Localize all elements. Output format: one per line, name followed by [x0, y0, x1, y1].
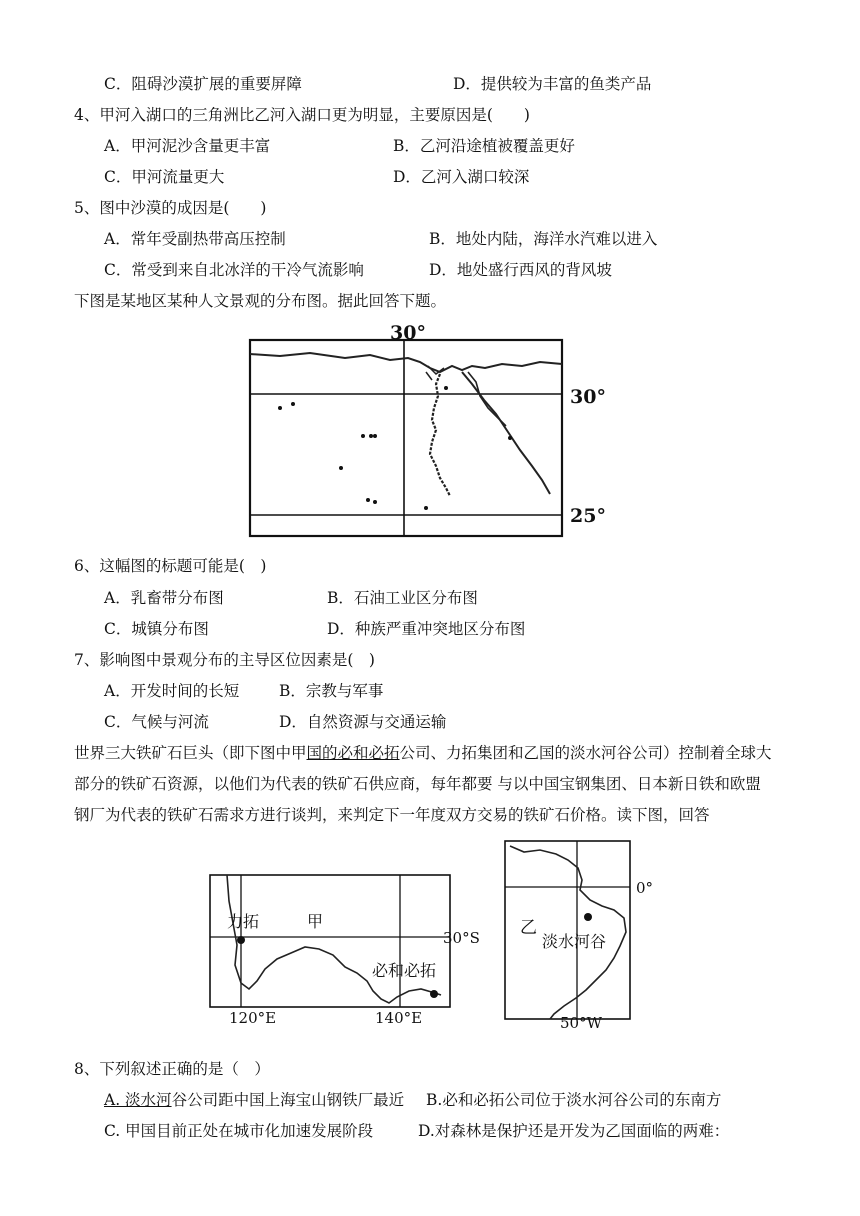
q4-stem: 4、甲河入湖口的三角洲比乙河入湖口更为明显，主要原因是( ) — [74, 106, 530, 124]
intro-iron-ore-line2: 部分的铁矿石资源，以他们为代表的铁矿石供应商，每年都要 与以中国宝钢集团、日本新日铁和欧盟 — [74, 775, 761, 793]
q8-option-d: D.对森林是保护还是开发为乙国面临的两难： — [418, 1122, 730, 1140]
map1-right-label-30: 30° — [570, 386, 606, 408]
q7-option-d: D．自然资源与交通运输 — [279, 713, 447, 731]
q7-option-c: C．气候与河流 — [104, 713, 209, 731]
q6-option-b: B．石油工业区分布图 — [327, 589, 478, 607]
map1-right-label-25: 25° — [570, 505, 606, 527]
q8-option-b: B.必和必拓公司位于淡水河谷公司的东南方 — [426, 1091, 722, 1109]
q6-stem: 6、这幅图的标题可能是( ) — [74, 557, 267, 575]
map1-dot — [361, 434, 365, 438]
map2-bhp-dot — [430, 990, 438, 998]
map1-sinai-coast — [468, 372, 506, 426]
intro-map1: 下图是某地区某种人文景观的分布图。据此回答下题。 — [74, 292, 447, 310]
q5-option-b: B．地处内陆，海洋水汽难以进入 — [429, 230, 658, 248]
map1-red-sea-coast — [462, 372, 550, 494]
q5-option-d: D．地处盛行西风的背风坡 — [429, 261, 612, 279]
map1-frame — [250, 340, 562, 536]
map1-dot — [339, 466, 343, 470]
map2-label-rio: 力拓 — [227, 912, 260, 931]
brazil-map — [500, 838, 670, 1028]
intro-iron-ore-line3: 钢厂为代表的铁矿石需求方进行谈判，来判定下一年度双方交易的铁矿石价格。读下图，回答 — [74, 806, 710, 824]
q5-option-c: C．常受到来自北冰洋的干冷气流影响 — [104, 261, 364, 279]
q3-option-d: D．提供较为丰富的鱼类产品 — [453, 75, 652, 93]
map1-north-coast — [250, 353, 562, 372]
map1-dot — [444, 386, 448, 390]
q4-option-d: D．乙河入湖口较深 — [393, 168, 530, 186]
map1-dot — [366, 498, 370, 502]
map2-label-bhp: 必和必拓 — [372, 961, 437, 980]
map2-label-lon140: 140°E — [375, 1009, 423, 1025]
map3-label-yi: 乙 — [520, 918, 537, 938]
q5-stem: 5、图中沙漠的成因是( ) — [74, 199, 267, 217]
q4-option-b: B．乙河沿途植被覆盖更好 — [393, 137, 575, 155]
intro-iron-ore-line1 — [74, 743, 772, 763]
map1-dot — [373, 500, 377, 504]
intro-line1-post: 公司、力拓集团和乙国的淡水河谷公司）控制着全球大 — [399, 744, 772, 762]
q7-stem: 7、影响图中景观分布的主导区位因素是( ) — [74, 651, 375, 669]
map1-dot — [373, 434, 377, 438]
intro-line1-pre: 世界三大铁矿石巨头（即下图中甲 — [74, 744, 307, 762]
q6-option-d: D．种族严重冲突地区分布图 — [327, 620, 526, 638]
intro-line1-underlined: 国的必和必拓 — [306, 744, 400, 762]
map3-label-lon50: 50°W — [560, 1014, 603, 1028]
q6-option-a: A．乳畜带分布图 — [104, 589, 224, 607]
map1-dot — [291, 402, 295, 406]
map1-dot — [278, 406, 282, 410]
q8-stem: 8、下列叙述正确的是（ ） — [74, 1060, 270, 1078]
map1-dot — [508, 436, 512, 440]
map2-label-lat: 30°S — [443, 929, 480, 947]
q8-option-a — [104, 1090, 404, 1110]
q4-option-a: A．甲河泥沙含量更丰富 — [104, 137, 271, 155]
map2-rio-tinto-dot — [237, 936, 245, 944]
map2-label-jia: 甲 — [307, 912, 324, 931]
map3-label-vale: 淡水河谷 — [542, 932, 607, 951]
q8-option-c: C. 甲国目前正处在城市化加速发展阶段 — [104, 1122, 374, 1140]
map2-coastline — [227, 875, 441, 1003]
q7-option-a: A．开发时间的长短 — [104, 682, 240, 700]
map2-label-lon120: 120°E — [229, 1009, 277, 1025]
map1-dot — [424, 506, 428, 510]
map3-vale-dot — [584, 913, 592, 921]
q7-option-b: B．宗教与军事 — [279, 682, 384, 700]
q8-option-a-rest: 谷公司距中国上海宝山钢铁厂最近 — [171, 1091, 405, 1109]
q4-option-c: C．甲河流量更大 — [104, 168, 225, 186]
map1-top-label: 30° — [390, 322, 426, 344]
q5-option-a: A．常年受副热带高压控制 — [104, 230, 286, 248]
map1-nile-river — [430, 374, 450, 496]
q8-option-a-underlined: A. 淡水河 — [104, 1091, 172, 1109]
map1-dot — [369, 434, 373, 438]
q6-option-c: C．城镇分布图 — [104, 620, 209, 638]
australia-map — [205, 865, 495, 1025]
distribution-map — [240, 322, 620, 544]
map3-label-eq: 0° — [636, 879, 654, 897]
q3-option-c: C．阻碍沙漠扩展的重要屏障 — [104, 75, 302, 93]
